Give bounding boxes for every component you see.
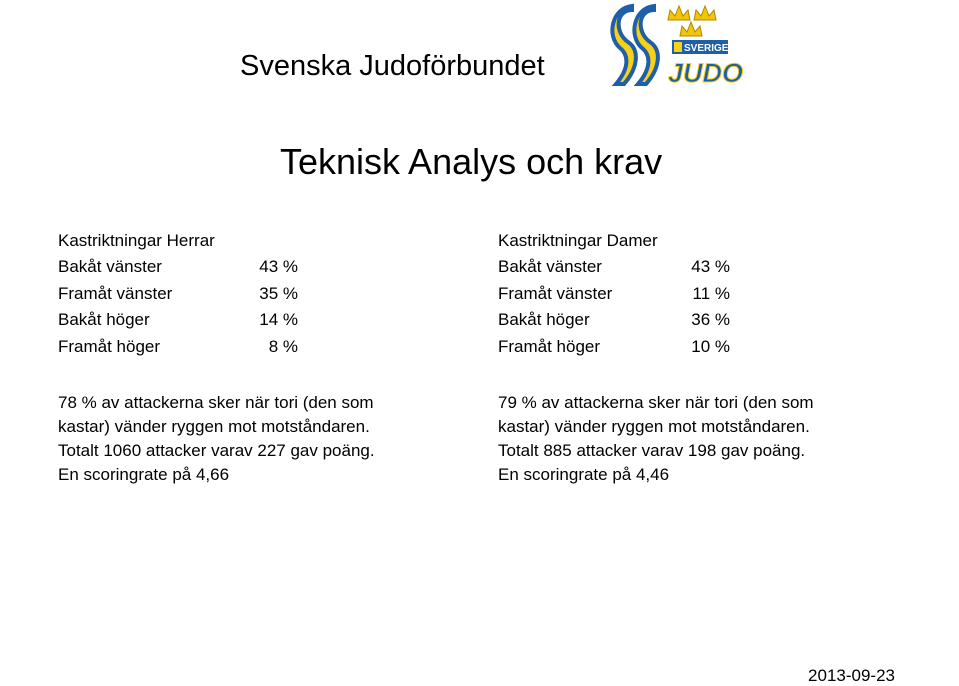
page-title: Teknisk Analys och krav [280,141,663,182]
row-label: Framåt höger [58,336,161,356]
crowns-icon [668,6,716,36]
men-summary [58,391,430,487]
table-row [498,254,878,281]
table-row [58,307,438,334]
men-directions-table [58,228,438,360]
women-scoring-rate-text: En scoringrate på 4,46 [498,465,670,484]
row-label: Framåt vänster [498,283,613,303]
table-row [58,281,438,308]
logo-swoosh-left [612,6,636,84]
logo-swoosh-right [634,6,658,84]
men-scoring-rate-text: En scoringrate på 4,66 [58,465,230,484]
table-row [58,254,438,281]
women-summary [498,391,870,487]
org-title: Svenska Judoförbundet [240,50,545,82]
women-directions-table [498,228,878,360]
row-label: Bakåt höger [498,310,590,329]
men-section-heading: Kastriktningar Herrar [58,231,215,250]
row-value: 10 % [691,336,730,356]
row-value: 11 % [692,283,730,303]
table-row [498,307,878,334]
logo-word-text: JUDO [668,58,744,88]
logo-banner-text: SVERIGE [684,43,729,54]
row-label: Framåt vänster [58,283,173,303]
table-row [498,281,878,308]
row-label: Bakåt vänster [498,257,602,276]
row-value: 36 % [691,310,730,329]
row-value: 35 % [259,283,298,303]
men-back-attacks-text: 78 % av attackerna sker när tori (den som kastar) vänder ryggen mot motståndaren. [58,393,374,436]
sverige-judo-logo [610,2,744,94]
women-back-attacks-text: 79 % av attackerna sker när tori (den som kastar) vänder ryggen mot motståndaren. [498,393,814,436]
row-value: 14 % [259,310,298,329]
footer-date: 2013-09-23 [808,666,895,685]
row-value: 8 % [268,336,298,356]
men-totals-text: Totalt 1060 attacker varav 227 gav poäng. [58,441,375,460]
table-row [58,334,438,361]
row-value: 43 % [259,257,298,276]
women-section-heading: Kastriktningar Damer [498,231,658,250]
row-label: Bakåt höger [58,310,150,329]
row-label: Bakåt vänster [58,257,162,276]
women-totals-text: Totalt 885 attacker varav 198 gav poäng. [498,441,806,460]
table-row [498,334,878,361]
row-label: Framåt höger [498,336,601,356]
row-value: 43 % [691,257,730,276]
